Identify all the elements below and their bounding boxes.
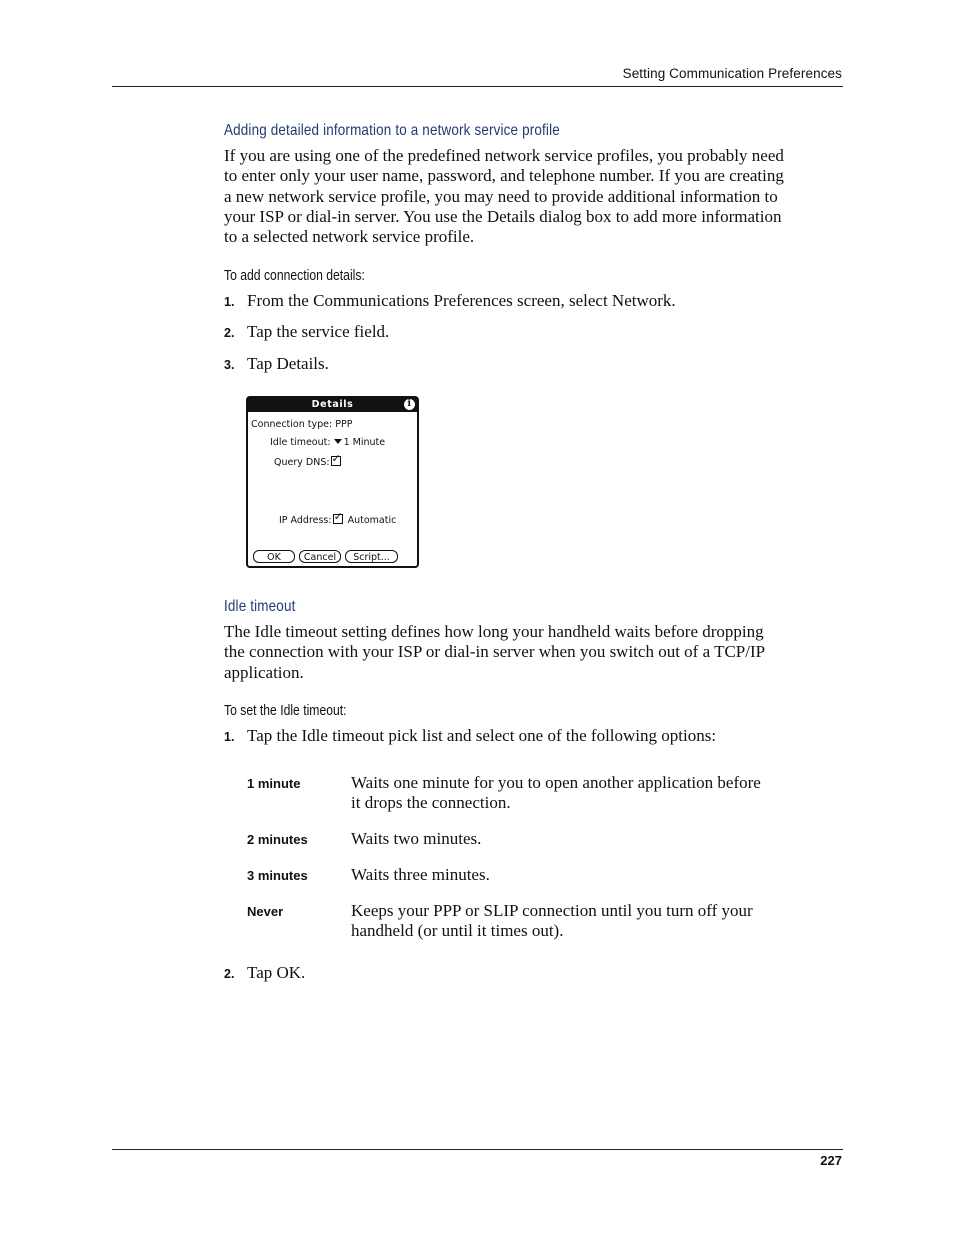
query-dns-row: [274, 456, 341, 469]
paragraph-line: to a selected network service profile.: [224, 227, 475, 247]
section-heading-idle-timeout: Idle timeout: [224, 598, 296, 615]
header-rule: [112, 86, 843, 87]
dialog-title-text: Details: [311, 399, 354, 410]
option-term: 1 minute: [247, 776, 301, 791]
step-number: 1.: [224, 295, 235, 309]
step-number: 1.: [224, 730, 235, 744]
ip-address-row: [279, 514, 396, 527]
idle-timeout-value[interactable]: 1 Minute: [343, 437, 386, 448]
step-text: Tap the Idle timeout pick list and select one of the following options:: [247, 726, 717, 745]
step-item: [224, 963, 305, 984]
step-item: [224, 291, 676, 312]
description-line: Keeps your PPP or SLIP connection until you turn off your: [351, 901, 753, 920]
idle-timeout-row: [270, 437, 385, 449]
connection-type-row: [251, 419, 352, 431]
page-number: 227: [820, 1153, 842, 1168]
footer-rule: [112, 1149, 843, 1150]
step-number: 3.: [224, 358, 235, 372]
script-button[interactable]: Script...: [345, 550, 398, 563]
cancel-button[interactable]: Cancel: [299, 550, 341, 563]
ip-address-label: IP Address:: [279, 515, 332, 526]
section-idle-paragraph: [224, 622, 840, 683]
step-number: 2.: [224, 326, 235, 340]
option-term: Never: [247, 904, 284, 919]
option-description: [351, 773, 821, 813]
step-item: [224, 354, 329, 375]
info-icon[interactable]: i: [404, 399, 415, 410]
idle-timeout-label: Idle timeout:: [270, 437, 331, 448]
connection-type-label: Connection type:: [251, 419, 333, 430]
section-heading-details: Adding detailed information to a network service profile: [224, 122, 560, 139]
paragraph-line: the connection with your ISP or dial-in server when you switch out of a TCP/IP: [224, 642, 766, 662]
step-item: [224, 322, 389, 343]
step-text: From the Communications Preferences screen, select Network.: [247, 291, 676, 310]
option-term: 3 minutes: [247, 868, 308, 883]
dropdown-triangle-icon[interactable]: [334, 439, 342, 444]
paragraph-line: The Idle timeout setting defines how long your handheld waits before dropping: [224, 622, 764, 641]
option-term: 2 minutes: [247, 832, 308, 847]
paragraph-line: your ISP or dial-in server. You use the Details dialog box to add more information: [224, 206, 782, 226]
step-text: Tap OK.: [247, 963, 306, 982]
step-number: 2.: [224, 967, 235, 981]
option-description: [351, 829, 821, 849]
query-dns-label: Query DNS:: [274, 457, 330, 468]
paragraph-line: If you are using one of the predefined network service profiles, you probably need: [224, 146, 784, 165]
connection-type-value[interactable]: PPP: [335, 419, 353, 430]
description-line: Waits three minutes.: [351, 865, 490, 884]
paragraph-line: application.: [224, 662, 304, 682]
description-line: Waits one minute for you to open another application before: [351, 773, 761, 792]
step-text: Tap Details.: [247, 354, 329, 373]
details-dialog-screenshot: [246, 396, 419, 568]
query-dns-checkbox[interactable]: [331, 456, 341, 466]
description-line: it drops the connection.: [351, 793, 511, 812]
dialog-title: [248, 398, 417, 412]
procedure-title-idle: To set the Idle timeout:: [224, 703, 347, 719]
paragraph-line: a new network service profile, you may need to provide additional information to: [224, 186, 778, 206]
description-line: handheld (or until it times out).: [351, 921, 564, 940]
step-text: Tap the service field.: [247, 322, 390, 341]
ip-address-value: Automatic: [347, 515, 397, 526]
running-header: Setting Communication Preferences: [622, 66, 842, 81]
option-description: [351, 865, 821, 885]
ok-button[interactable]: OK: [253, 550, 295, 563]
step-item: [224, 726, 716, 747]
option-description: [351, 901, 821, 941]
procedure-title-details: To add connection details:: [224, 268, 365, 284]
description-line: Waits two minutes.: [351, 829, 482, 848]
paragraph-line: to enter only your user name, password, and telephone number. If you are creating: [224, 166, 784, 186]
section-details-paragraph: [224, 146, 840, 247]
ip-address-checkbox[interactable]: [333, 514, 343, 524]
